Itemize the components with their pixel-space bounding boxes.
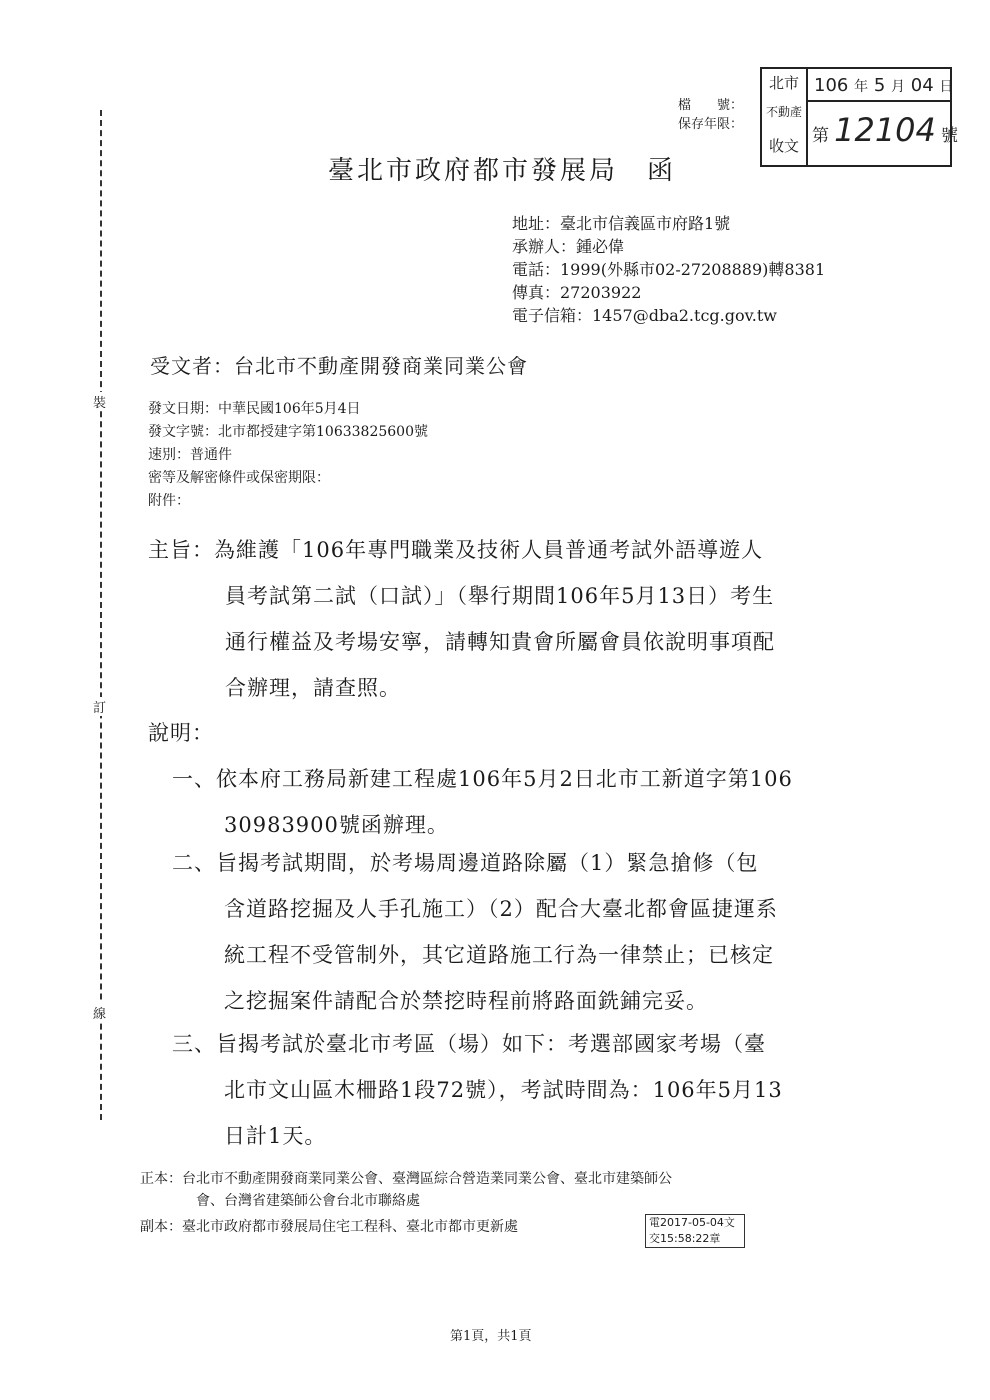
explanation-line: 含道路挖掘及人手孔施工）（2）配合大臺北都會區捷運系 xyxy=(224,897,778,921)
dispatch-stamp-line: 電2017-05-04文 xyxy=(649,1216,735,1229)
contact-email: 電子信箱：1457@dba2.tcg.gov.tw xyxy=(512,306,777,325)
explanation-line: 30983900號函辦理。 xyxy=(224,813,449,837)
contact-address: 地址：臺北市信義區市府路1號 xyxy=(512,214,731,233)
page-number: 第1頁，共1頁 xyxy=(450,1329,532,1344)
explanation-item-2 xyxy=(172,840,778,1024)
subject-line: 員考試第二試（口試）」（舉行期間106年5月13日）考生 xyxy=(225,584,775,608)
stamp-label-received: 收文 xyxy=(768,137,799,155)
contact-handler: 承辦人：鍾必偉 xyxy=(512,237,625,256)
explanation-line: 統工程不受管制外，其它道路施工行為一律禁止；已核定 xyxy=(224,943,774,967)
document-number: 發文字號：北市都授建字第10633825600號 xyxy=(148,424,428,440)
subject xyxy=(148,527,775,711)
explanation-heading: 說明： xyxy=(148,721,214,745)
copies-block xyxy=(140,1168,672,1238)
stamp-month: 5 xyxy=(873,75,886,96)
stamp-number-row xyxy=(812,111,958,149)
explanation-item-3 xyxy=(172,1021,783,1159)
original-recipients-line: 正本：台北市不動產開發商業同業公會、臺灣區綜合營造業同業公會、臺北市建築師公 xyxy=(140,1171,672,1187)
dispatch-stamp-line: 交15:58:22章 xyxy=(649,1232,721,1245)
dispatch-stamp xyxy=(645,1214,745,1248)
stamp-date xyxy=(814,75,953,96)
contact-phone: 電話：1999(外縣市02-27208889)轉8381 xyxy=(512,260,826,279)
issue-date: 發文日期：中華民國106年5月4日 xyxy=(148,401,361,417)
retention-label: 保存年限： xyxy=(678,117,744,132)
stamp-day-char: 日 xyxy=(939,79,954,95)
binding-char-xian: 線 xyxy=(93,1003,106,1022)
subject-line: 主旨：為維護「106年專門職業及技術人員普通考試外語導遊人 xyxy=(148,538,764,562)
attachment: 附件： xyxy=(148,493,190,509)
stamp-day: 04 xyxy=(910,75,934,96)
explanation-line: 日計1天。 xyxy=(224,1124,327,1148)
stamp-label-city: 北市 xyxy=(768,74,799,92)
stamp-month-char: 月 xyxy=(891,79,906,95)
meta-block xyxy=(148,398,428,513)
explanation-line: 之挖掘案件請配合於禁挖時程前將路面銑鋪完妥。 xyxy=(224,989,708,1013)
explanation-line: 一、依本府工務局新建工程處106年5月2日北市工新道字第106 xyxy=(172,767,793,791)
recipient: 受文者：台北市不動產開發商業同業公會 xyxy=(150,354,528,378)
stamp-year: 106 xyxy=(814,75,849,96)
stamp-label-realestate: 不動產 xyxy=(765,105,802,119)
binding-char-zhuang: 裝 xyxy=(93,392,106,411)
copy-recipients-line: 副本：臺北市政府都市發展局住宅工程科、臺北市都市更新處 xyxy=(140,1219,518,1235)
speed-class: 速別：普通件 xyxy=(148,447,232,463)
file-info xyxy=(678,96,743,134)
file-number-label: 檔 號： xyxy=(678,98,744,113)
stamp-no-prefix: 第 xyxy=(812,126,829,146)
subject-line: 合辦理，請查照。 xyxy=(225,676,401,700)
stamp-no-suffix: 號 xyxy=(940,126,958,146)
page-title: 臺北市政府都市發展局 函 xyxy=(328,156,677,186)
stamp-number: 12104 xyxy=(834,111,936,149)
stamp-year-char: 年 xyxy=(854,79,869,95)
original-recipients-line: 會、台灣省建築師公會台北市聯絡處 xyxy=(196,1193,420,1209)
stamp-label-column xyxy=(762,69,808,165)
binding-char-ding: 訂 xyxy=(93,697,106,716)
contact-block xyxy=(512,212,825,327)
binding-line xyxy=(100,110,102,1120)
explanation-line: 二、旨揭考試期間，於考場周邊道路除屬（1）緊急搶修（包 xyxy=(172,851,759,875)
secrecy-level: 密等及解密條件或保密期限： xyxy=(148,470,330,486)
contact-fax: 傳真：27203922 xyxy=(512,283,642,302)
explanation-line: 三、旨揭考試於臺北市考區（場）如下：考選部國家考場（臺 xyxy=(172,1032,766,1056)
stamp-divider xyxy=(806,100,950,102)
subject-line: 通行權益及考場安寧，請轉知貴會所屬會員依說明事項配 xyxy=(225,630,775,654)
receipt-stamp xyxy=(760,67,958,167)
explanation-item-1 xyxy=(172,756,793,848)
explanation-line: 北市文山區木柵路1段72號），考試時間為：106年5月13 xyxy=(224,1078,783,1102)
